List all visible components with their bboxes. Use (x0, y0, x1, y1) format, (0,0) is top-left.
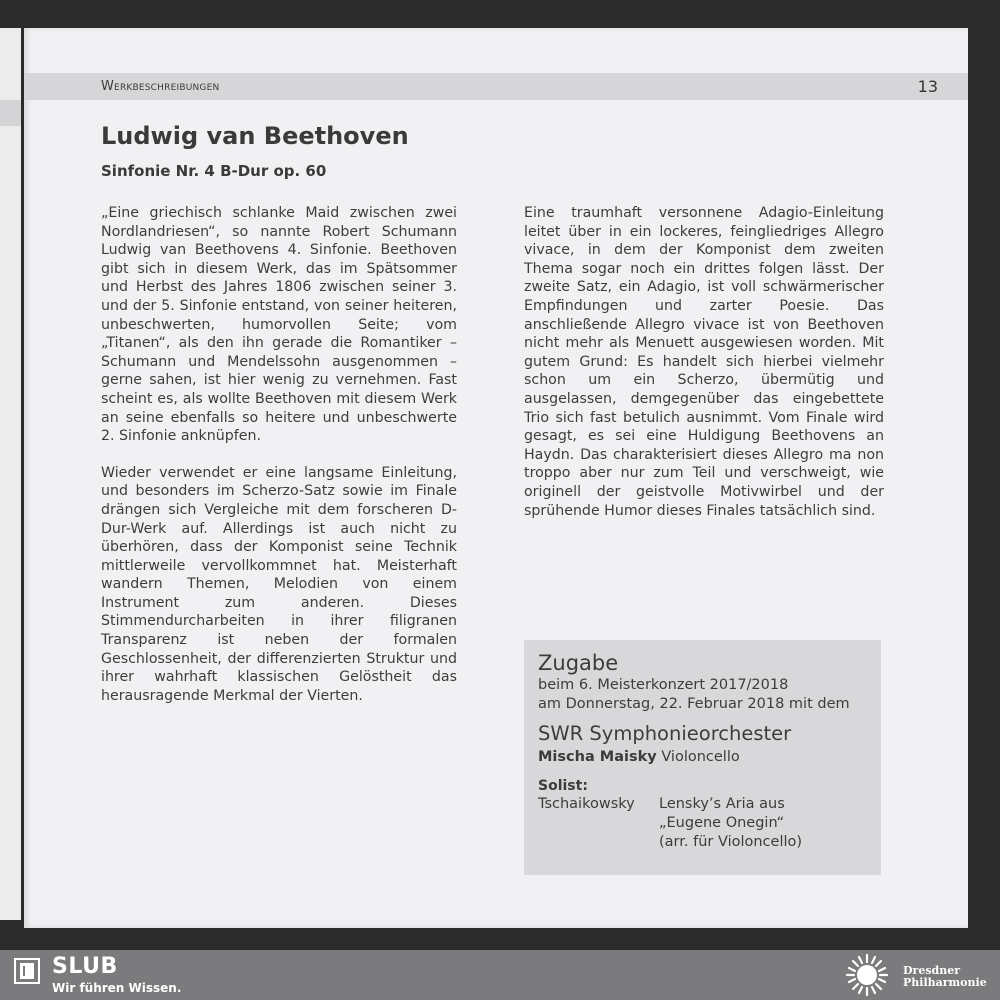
left-text-column (101, 204, 457, 723)
header-band (24, 73, 968, 100)
orchestra-logo-text (903, 965, 987, 989)
program-work: Lensky’s Aria aus „Eugene Onegin“ (arr. für Violoncello) (659, 796, 803, 850)
dresdner-philharmonie-logo-icon (838, 953, 896, 997)
encore-concert-line: beim 6. Meisterkonzert 2017/2018 (538, 677, 789, 693)
encore-box (524, 640, 881, 875)
orchestra-logo-line-2: Philharmonie (903, 976, 987, 989)
orchestra-logo-line-1: Dresdner (903, 964, 961, 977)
document-page (24, 28, 968, 928)
previous-page-header-band (0, 100, 21, 126)
soloist-instrument: Violoncello (661, 749, 740, 765)
footer-bar (0, 950, 1000, 1000)
program-composer: Tschaikowsky (538, 796, 635, 812)
page-number: 13 (917, 77, 938, 96)
encore-date-line: am Donnerstag, 22. Februar 2018 mit dem (538, 696, 850, 712)
left-paragraph-2: Wieder verwendet er eine langsame Einleitung, und besonders im Scherzo-Satz sowie im Finale drängen sich Vergleiche mit dem forscheren D-Dur-Werk auf. Allerdings ist auch nicht zu überhören, dass der Komponist seine Technik mittlerweile vervollkommnet hat. Meisterhaft wandern Themen, Melodien von einem Instrument zum anderen. Dieses Stimmendurcharbeiten in ihrer filigranen Transparenz ist neben der formalen Geschlossenheit, der differenzierten Struktur und ihrer wahrhaft klassischen Gelöstheit das herausragende Merkmal der Vierten. (101, 464, 457, 704)
right-text-column (524, 204, 884, 538)
section-title: Werkbeschreibungen (101, 79, 220, 94)
program-row (538, 795, 871, 852)
left-paragraph-1: „Eine griechisch schlanke Maid zwischen zwei Nordlandriesen“, so nannte Robert Schumann Ludwig van Beethovens 4. Sinfonie. Beethoven gibt sich in diesem Werk, das im Spätsommer und Herbst des Jahres 1806 zwischen seiner 3. und der 5. Sinfonie entstand, von seiner heiteren, unbeschwerten, humorvollen Seite; vom „Titanen“, als den ihn gerade die Romantiker – Schumann und Mendelssohn ausgenommen – gerne sahen, ist hier wenig zu vernehmen. Fast scheint es, als wollte Beethoven mit diesem Werk an seine ebenfalls so heitere und unbeschwerte 2. Sinfonie anknüpfen. (101, 205, 457, 445)
composer-heading: Ludwig van Beethoven (101, 122, 409, 150)
soloist-label: Solist: (538, 778, 588, 794)
encore-content (538, 650, 871, 852)
soloist-line (538, 748, 871, 767)
work-title: Sinfonie Nr. 4 B-Dur op. 60 (101, 162, 327, 180)
previous-page-edge (0, 28, 21, 920)
right-paragraph-1: Eine traumhaft versonnene Adagio-Einleitung leitet über in ein lockeres, feingliedriges Allegro vivace, in dem der Komponist dem zweiten Thema sogar noch ein drittes folgen lässt. Der zweite Satz, ein Adagio, ist voll schwärmerischer Empfindungen und zarter Poesie. Das anschließende Allegro vivace ist von Beethoven nicht mehr als Menuett ausgewiesen worden. Mit gutem Grund: Es handelt sich hierbei vielmehr schon um ein Scherzo, übermütig und ausgelassen, demgegenüber das eingebettete Trio sich fast betulich ausnimmt. Vom Finale wird gesagt, es sei eine Huldigung Beethovens an Haydn. Das charakterisiert dieses Allegro ma non troppo aber nur zum Teil und verschweigt, wie originell der geistvolle Motivwirbel und der sprühende Humor dieses Finales tatsächlich sind. (524, 205, 884, 519)
library-tagline: Wir führen Wissen. (52, 981, 182, 995)
slub-logo-icon (14, 958, 40, 984)
encore-heading: Zugabe (538, 651, 619, 675)
library-name: SLUB (52, 954, 118, 979)
soloist-name: Mischa Maisky (538, 749, 657, 765)
orchestra-name: SWR Symphonieorchester (538, 722, 792, 745)
